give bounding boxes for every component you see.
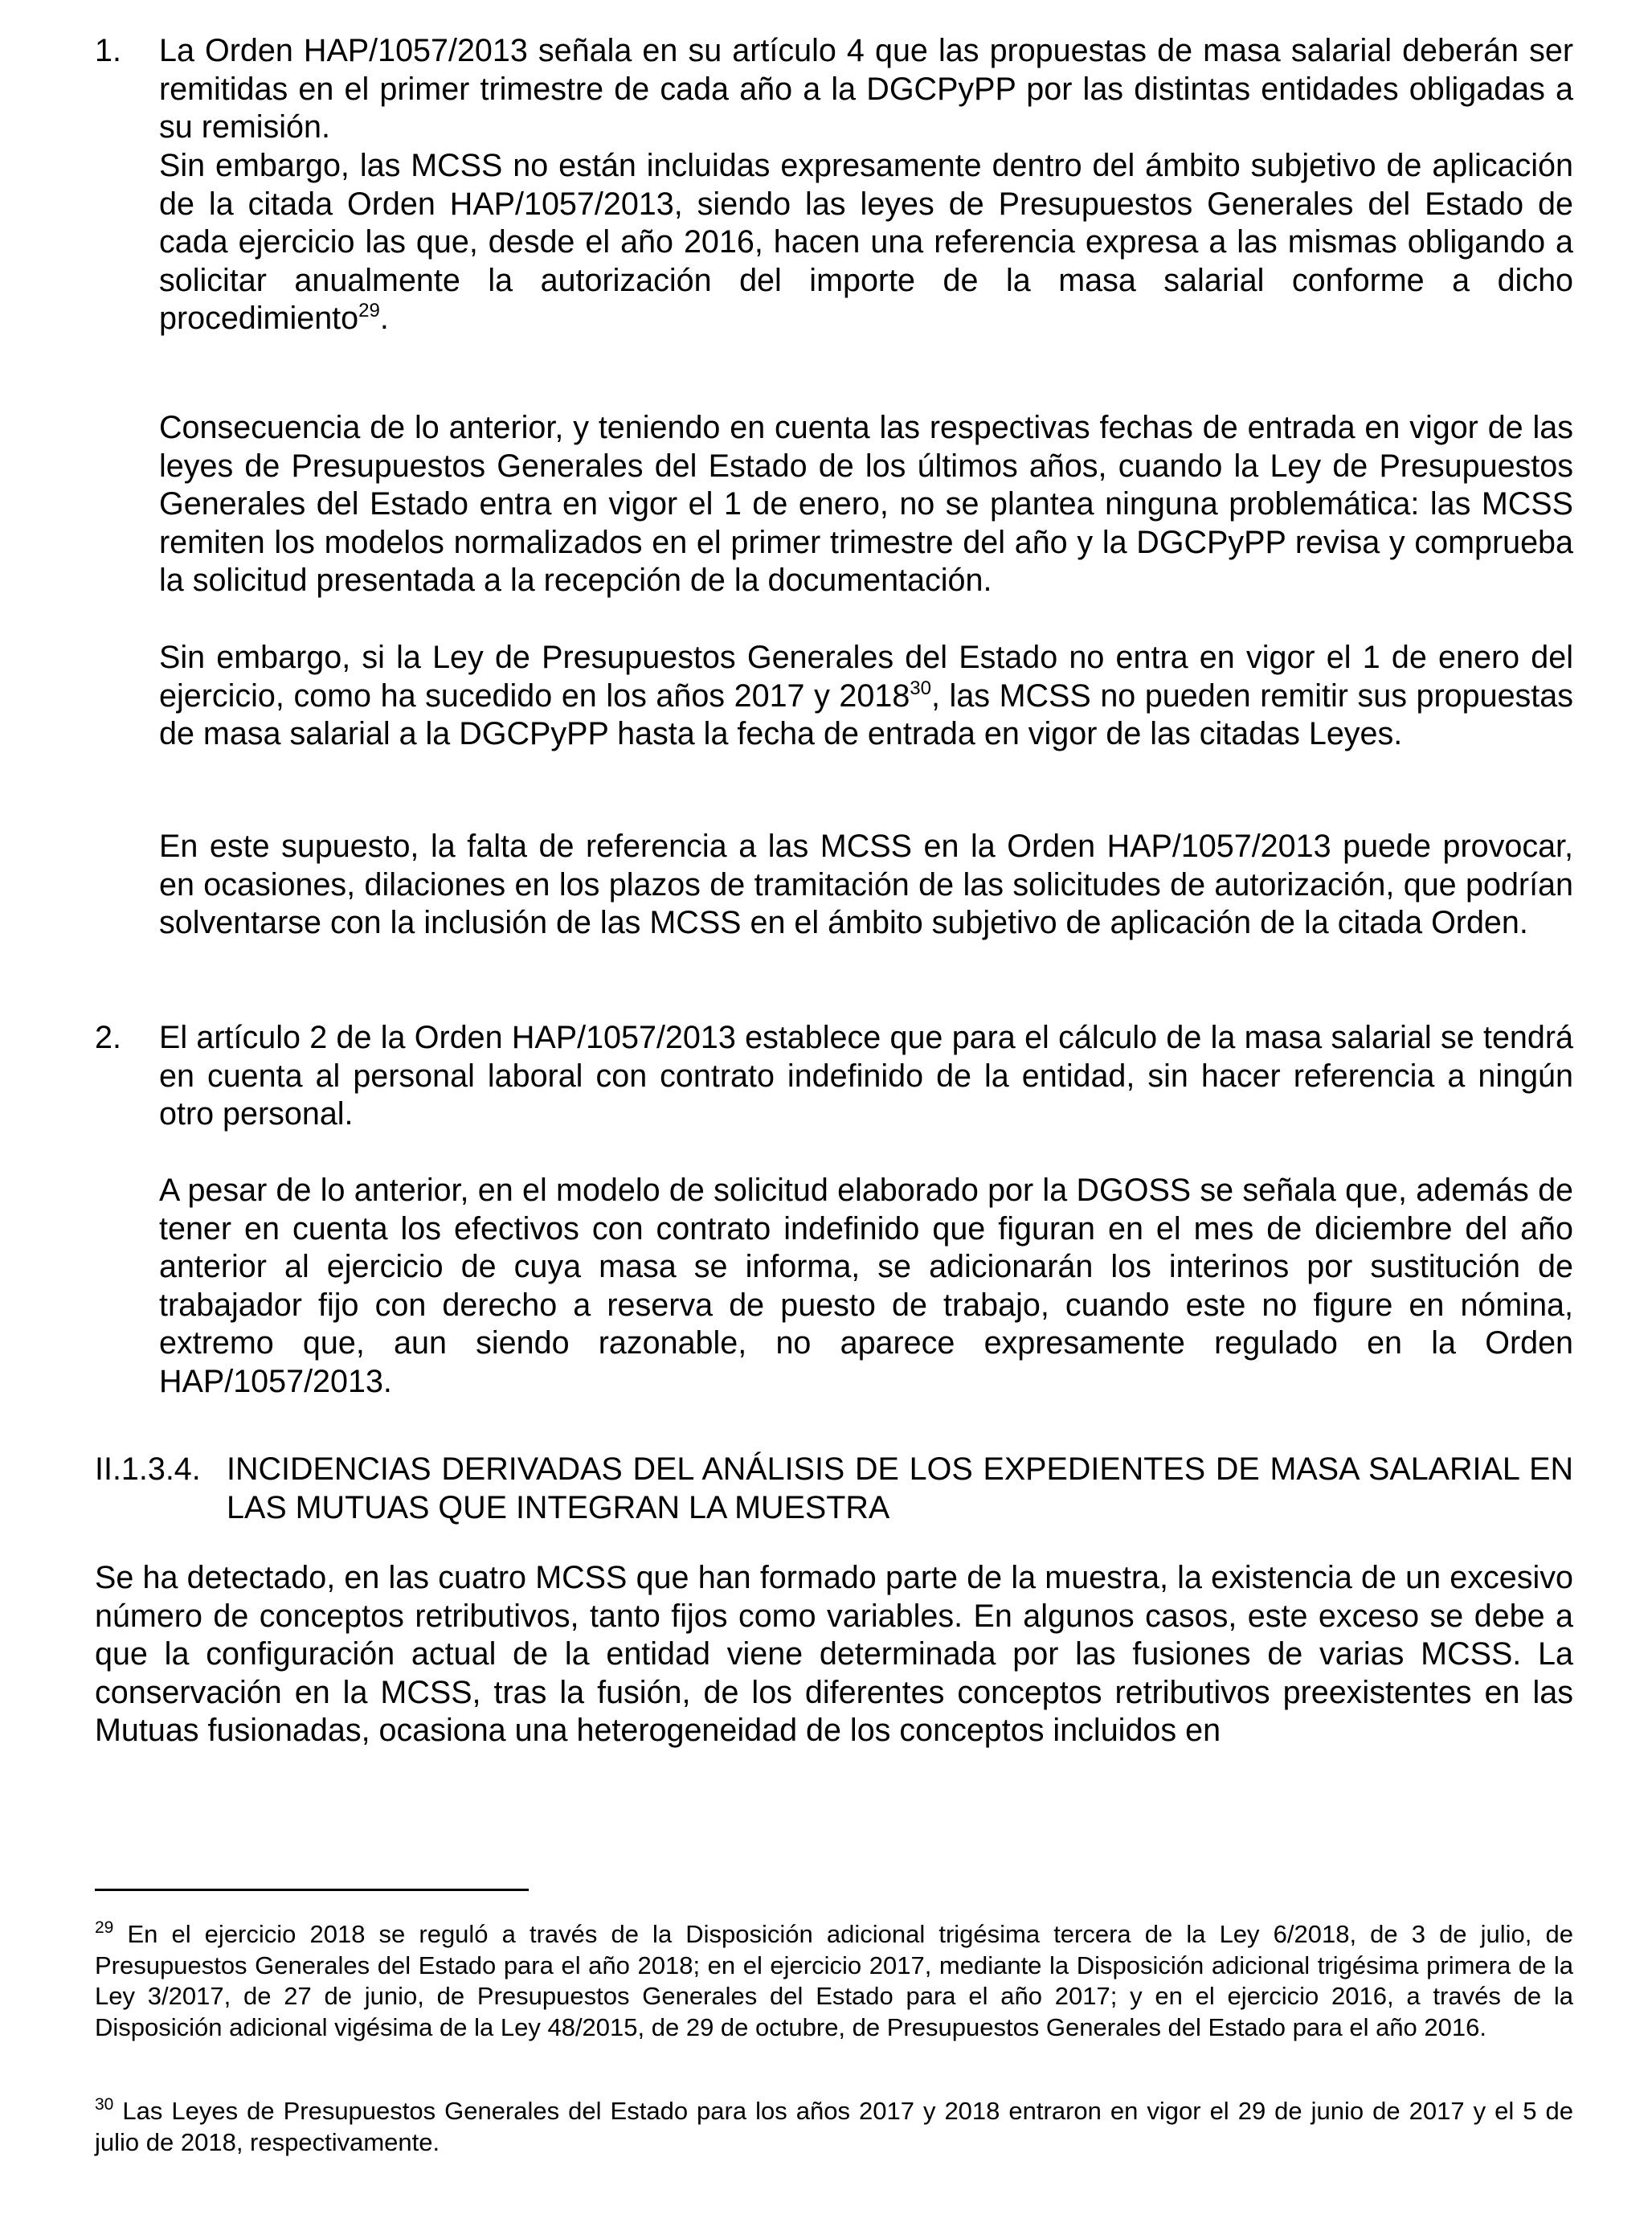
list-item-text: El artículo 2 de la Orden HAP/1057/2013 establece que para el cálculo de la masa salarial se tendrá en cuenta al personal laboral con contrato indefinido de la entidad, sin hacer referencia a ningún otro personal.	[159, 1020, 1573, 1132]
footnote-number: 30	[95, 2095, 114, 2114]
section-paragraph: Se ha detectado, en las cuatro MCSS que han formado parte de la muestra, la existencia de un excesivo número de conceptos retributivos, tanto fijos como variables. En algunos casos, este exceso se debe a que la configuración actual de la entidad viene determinada por las fusiones de varias MCSS. La conservación en la MCSS, tras la fusión, de los diferentes conceptos retributivos preexistentes en las Mutuas fusionadas, ocasiona una heterogeneidad de los conceptos incluidos en	[95, 1560, 1573, 1748]
footnote-separator	[95, 1889, 529, 1891]
paragraph: Consecuencia de lo anterior, y teniendo en cuenta las respectivas fechas de entrada en vigor de las leyes de Presupuestos Generales del Estado de los últimos años, cuando la Ley de Presupuestos Generales del Estado entra en vigor el 1 de enero, no se plantea ninguna problemática: las MCSS remiten los modelos normalizados en el primer trimestre del año y la DGCPyPP revisa y comprueba la solicitud presentada a la recepción de la documentación.	[159, 410, 1573, 598]
paragraph: A pesar de lo anterior, en el modelo de solicitud elaborado por la DGOSS se señala que, además de tener en cuenta los efectivos con contrato indefinido que figuran en el mes de diciembre del año anterior al ejercicio de cuya masa se informa, se adicionarán los interinos por sustitución de trabajador fijo con derecho a reserva de puesto de trabajo, cuando este no figure en nómina, extremo que, aun siendo razonable, no aparece expresamente regulado en la Orden HAP/1057/2013.	[159, 1173, 1573, 1399]
list-item-text: La Orden HAP/1057/2013 señala en su artículo 4 que las propuestas de masa salarial deberán ser remitidas en el primer trimestre de cada año a la DGCPyPP por las distintas entidades obligadas a su remisión.	[159, 33, 1573, 145]
paragraph-text: Sin embargo, si la Ley de Presupuestos Generales del Estado no entra en vigor el 1 de enero del ejercicio, como ha sucedido en los años 2017 y 2018	[159, 640, 1573, 714]
paragraph-text: .	[379, 301, 389, 336]
footnote-text: Las Leyes de Presupuestos Generales del Estado para los años 2017 y 2018 entraron en vigor el 29 de junio de 2017 y el 5 de julio de 2018, respectivamente.	[95, 2097, 1573, 2156]
footnote-29	[95, 1919, 1573, 2043]
footnote-ref-29[interactable]: 29	[358, 300, 380, 321]
footnote-text: En el ejercicio 2018 se reguló a través de la Disposición adicional trigésima tercera de la Ley 6/2018, de 3 de julio, de Presupuestos Generales del Estado para el año 2018; en el ejercicio 2017, mediante la Disposición adicional trigésima primera de la Ley 3/2017, de 27 de junio, de Presupuestos Generales del Estado para el año 2017; y en el ejercicio 2016, a través de la Disposición adicional vigésima de la Ley 48/2015, de 29 de octubre, de Presupuestos Generales del Estado para el año 2016.	[95, 1920, 1573, 2041]
list-number: 2.	[95, 1020, 121, 1055]
paragraph	[159, 147, 1573, 338]
paragraph-text: Sin embargo, las MCSS no están incluidas expresamente dentro del ámbito subjetivo de aplicación de la citada Orden HAP/1057/2013, siendo las leyes de Presupuestos Generales del Estado de cada ejercicio las que, desde el año 2016, hacen una referencia expresa a las mismas obligando a solicitar anualmente la autorización del importe de la masa salarial conforme a dicho procedimiento	[159, 148, 1573, 336]
footnote-ref-30[interactable]: 30	[910, 677, 931, 699]
paragraph-text: , las MCSS no pueden remitir sus propuestas de masa salarial a la DGCPyPP hasta la fecha de entrada en vigor de las citadas Leyes.	[159, 677, 1573, 751]
paragraph	[159, 639, 1573, 754]
footnote-30	[95, 2096, 1573, 2158]
footnote-number: 29	[95, 1918, 114, 1937]
section-title: INCIDENCIAS DERIVADAS DEL ANÁLISIS DE LOS EXPEDIENTES DE MASA SALARIAL EN LAS MUTUAS QUE INTEGRAN LA MUESTRA	[227, 1451, 1573, 1525]
paragraph: En este supuesto, la falta de referencia a las MCSS en la Orden HAP/1057/2013 puede provocar, en ocasiones, dilaciones en los plazos de tramitación de las solicitudes de autorización, que podrían solventarse con la inclusión de las MCSS en el ámbito subjetivo de aplicación de la citada Orden.	[159, 829, 1573, 940]
list-number: 1.	[95, 33, 121, 68]
section-number: II.1.3.4.	[95, 1451, 201, 1487]
